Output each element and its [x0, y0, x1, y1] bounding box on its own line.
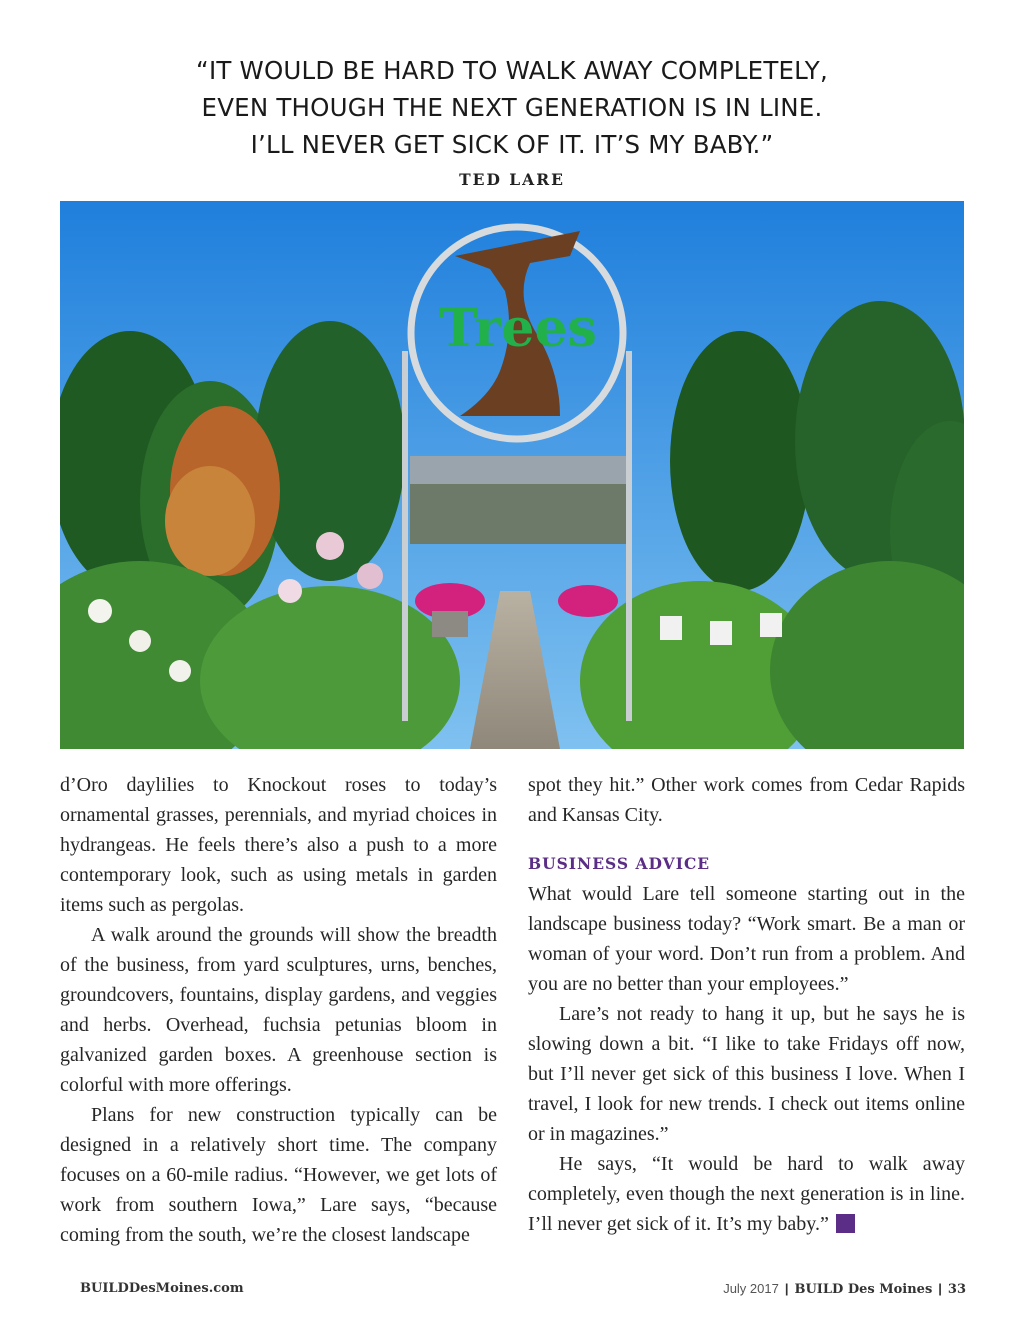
pull-quote-line: EVEN THOUGH THE NEXT GENERATION IS IN LINE.: [201, 93, 823, 122]
body-paragraph: Lare’s not ready to hang it up, but he says he is slowing down a bit. “I like to take Fridays off now, but I’ll never get sick of this business I love. When I travel, I look for new trends. I check out items online or in magazines.”: [528, 1003, 965, 1145]
quote-attribution: TED LARE: [459, 170, 565, 189]
page-number: 33: [947, 1282, 966, 1297]
footer-separator: |: [784, 1281, 789, 1296]
footer-magazine-name: BUILD Des Moines: [794, 1282, 933, 1297]
hydrangea: [278, 579, 302, 603]
body-paragraph: What would Lare tell someone starting out in the landscape business today? “Work smart. Be a man or woman of your word. Don’t run from a problem. And you are no better than your employees.”: [528, 883, 965, 995]
maple-tree: [165, 466, 255, 576]
greenhouse: [410, 484, 630, 544]
hydrangea: [316, 532, 344, 560]
body-paragraph: Plans for new construction typically can be designed in a relatively short time. The company focuses on a 60-mile radius. “However, we get lots of work from southern Iowa,” Lare says, “because coming from the south, we’re the closest landscape: [60, 1104, 497, 1246]
article-column-right: [528, 770, 965, 1239]
pull-quote-line: I’LL NEVER GET SICK OF IT. IT’S MY BABY.”: [250, 130, 774, 159]
tree: [670, 331, 810, 591]
sign-post: [626, 351, 632, 721]
footer-separator: |: [938, 1281, 942, 1296]
sign-post: [402, 351, 408, 721]
hydrangea: [357, 563, 383, 589]
body-paragraph: [528, 1149, 965, 1239]
greenhouse-roof: [410, 456, 630, 484]
garden-photo: [60, 201, 964, 749]
end-mark-icon: B: [836, 1214, 855, 1233]
plant-pot: [710, 621, 732, 645]
urn: [432, 611, 468, 637]
hydrangea: [129, 630, 151, 652]
body-paragraph: d’Oro daylilies to Knockout roses to today’s ornamental grasses, perennials, and myriad choices in hydrangeas. He feels there’s also a push to a more contemporary look, such as using metals in garden items such as pergolas.: [60, 774, 497, 916]
plant-pot: [660, 616, 682, 640]
sign-text: Trees: [439, 298, 597, 359]
footer-issue-date: July 2017: [723, 1281, 779, 1296]
pull-quote: [0, 52, 1024, 163]
body-paragraph: A walk around the grounds will show the breadth of the business, from yard sculptures, urns, benches, groundcovers, fountains, display gardens, and veggies and herbs. Overhead, fuchsia petunias bloom in galvanized garden boxes. A greenhouse section is colorful with more offerings.: [60, 924, 497, 1096]
section-heading: BUSINESS ADVICE: [528, 854, 711, 873]
footer-website: BUILDDesMoines.com: [80, 1281, 244, 1296]
hydrangea: [88, 599, 112, 623]
footer-folio: [723, 1281, 966, 1297]
article-column-left: [60, 770, 497, 1250]
body-paragraph: spot they hit.” Other work comes from Cedar Rapids and Kansas City.: [528, 774, 965, 826]
petunia-urn: [558, 585, 618, 617]
pull-quote-line: “IT WOULD BE HARD TO WALK AWAY COMPLETELY,: [196, 56, 828, 85]
closing-paragraph-text: He says, “It would be hard to walk away completely, even though the next generation is in line. I’ll never get sick of it. It’s my baby.”: [528, 1153, 965, 1235]
plant-pot: [760, 613, 782, 637]
hydrangea: [169, 660, 191, 682]
